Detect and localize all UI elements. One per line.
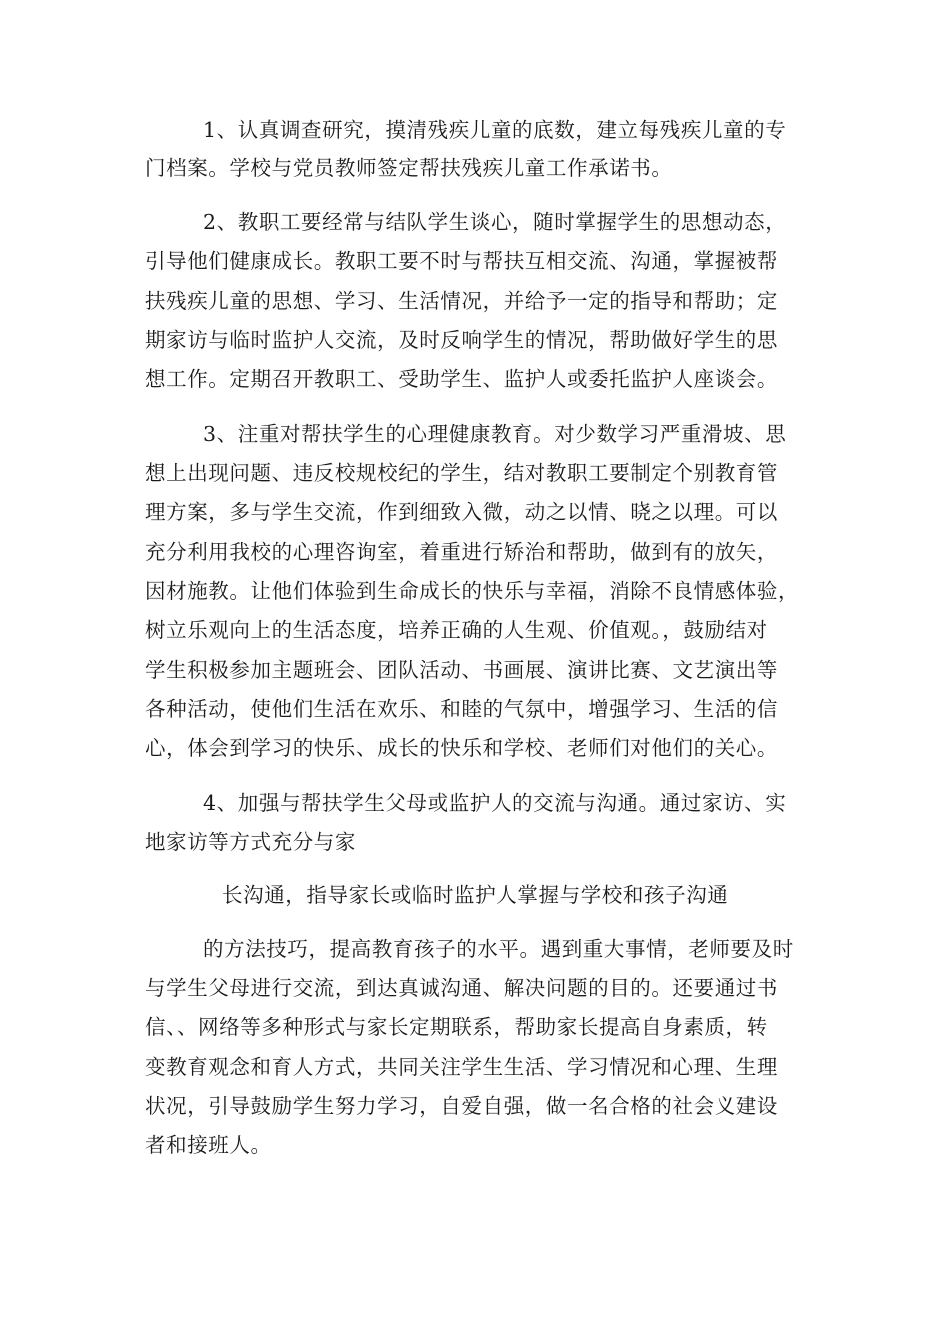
text-line: 者和接班人。 — [145, 1133, 272, 1157]
text-line: 扶残疾儿童的思想、学习、生活情况，并给予一定的指导和帮助；定 — [145, 289, 778, 313]
text-line: 1、认真调查研究，摸清残疾儿童的底数，建立每残疾儿童的专 — [203, 118, 787, 142]
text-line: 状况，引导鼓励学生努力学习，自爱自强，做一名合格的社会义建设 — [145, 1094, 778, 1118]
text-line: 与学生父母进行交流，到达真诚沟通、解决问题的目的。还要通过书 — [145, 976, 778, 1000]
text-line: 变教育观念和育人方式，共同关注学生生活、学习情况和心理、生理 — [145, 1055, 778, 1079]
text-line: 因材施教。让他们体验到生命成长的快乐与幸福，消除不良情感体验， — [145, 579, 800, 603]
text-line: 门档案。学校与党员教师签定帮扶残疾儿童工作承诺书。 — [145, 156, 673, 180]
text-line: 引导他们健康成长。教职工要不时与帮扶互相交流、沟通，掌握被帮 — [145, 249, 778, 273]
text-line: 信、、网络等多种形式与家长定期联系，帮助家长提高自身素质，转 — [145, 1015, 768, 1039]
text-line: 地家访等方式充分与家 — [145, 830, 356, 854]
text-line: 心，体会到学习的快乐、成长的快乐和学校、老师们对他们的关心。 — [145, 736, 778, 760]
text-line: 理方案，多与学生交流，作到细致入微，动之以情、晓之以理。可以 — [145, 500, 778, 524]
text-line: 的方法技巧，提高教育孩子的水平。遇到重大事情，老师要及时 — [203, 937, 794, 961]
text-line: 想工作。定期召开教职工、受助学生、监护人或委托监护人座谈会。 — [145, 367, 778, 391]
text-line: 充分利用我校的心理咨询室，着重进行矫治和帮助，做到有的放矢， — [145, 540, 778, 564]
text-line: 期家访与临时监护人交流，及时反响学生的情况，帮助做好学生的思 — [145, 328, 778, 352]
text-line: 各种活动，使他们生活在欢乐、和睦的气氛中，增强学习、生活的信 — [145, 697, 778, 721]
text-line: 2、教职工要经常与结队学生谈心，随时掌握学生的思想动态， — [203, 210, 787, 234]
text-line: 4、加强与帮扶学生父母或监护人的交流与沟通。通过家访、实 — [203, 791, 787, 815]
text-line: 学生积极参加主题班会、团队活动、书画展、演讲比赛、文艺演出等 — [145, 658, 778, 682]
text-line: 3、注重对帮扶学生的心理健康教育。对少数学习严重滑坡、思 — [203, 422, 787, 446]
text-line: 想上出现问题、违反校规校纪的学生，结对教职工要制定个别教育管 — [145, 461, 778, 485]
text-line: 树立乐观向上的生活态度，培养正确的人生观、价值观。，鼓励结对 — [145, 618, 768, 642]
text-line: 长沟通，指导家长或临时监护人掌握与学校和孩子沟通 — [222, 883, 729, 907]
